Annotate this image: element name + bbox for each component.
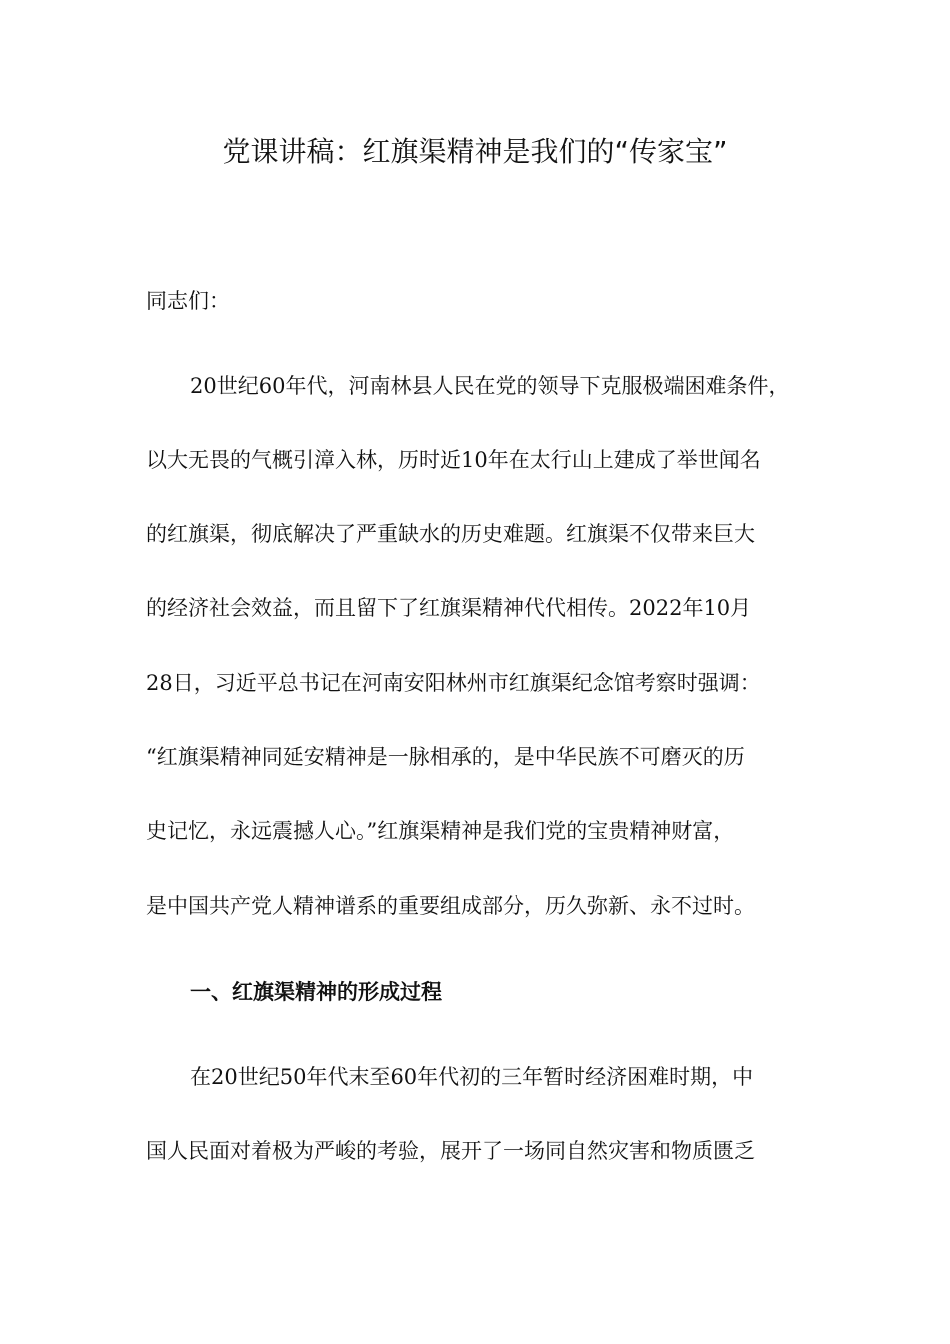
paragraph1-line: 的红旗渠，彻底解决了严重缺水的历史难题。红旗渠不仅带来巨大 [146,522,755,546]
paragraph2-line: 国人民面对着极为严峻的考验，展开了一场同自然灾害和物质匮乏 [146,1139,755,1163]
paragraph1-line: 以大无畏的气概引漳入林，历时近10年在太行山上建成了举世闻名 [146,448,761,472]
paragraph1-line: “红旗渠精神同延安精神是一脉相承的，是中华民族不可磨灭的历 [146,745,745,769]
paragraph1-line: 史记忆，永远震撼人心。”红旗渠精神是我们党的宝贵精神财富， [146,819,735,843]
paragraph2-line: 在20世纪50年代末至60年代初的三年暂时经济困难时期，中 [190,1065,754,1089]
salutation: 同志们： [146,289,230,313]
paragraph1-line: 是中国共产党人精神谱系的重要组成部分，历久弥新、永不过时。 [146,894,755,918]
paragraph1-line: 28日，习近平总书记在河南安阳林州市红旗渠纪念馆考察时强调： [146,671,761,695]
paragraph1-line: 的经济社会效益，而且留下了红旗渠精神代代相传。2022年10月 [146,596,752,620]
document-title: 党课讲稿：红旗渠精神是我们的“传家宝” [222,135,728,168]
paragraph1-line: 20世纪60年代，河南林县人民在党的领导下克服极端困难条件， [190,374,790,398]
section-heading: 一、红旗渠精神的形成过程 [190,980,442,1004]
